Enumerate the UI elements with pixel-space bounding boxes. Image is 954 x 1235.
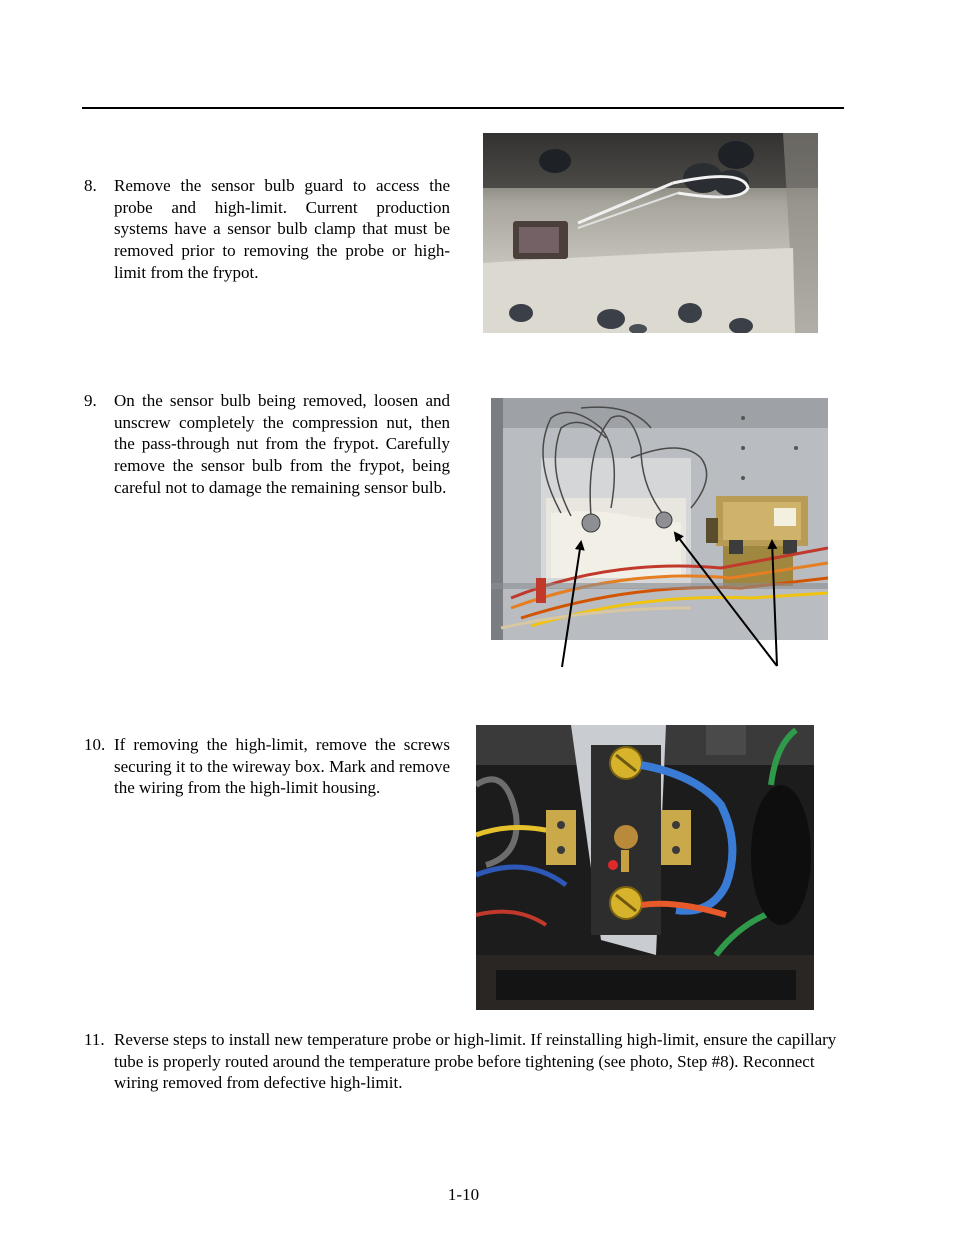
- step-text: If removing the high-limit, remove the screws securing it to the wireway box. Mark and remove the wiring from the high-limit housing.: [114, 735, 450, 798]
- step-number: 8.: [84, 176, 97, 195]
- photo-high-limit-housing: [476, 725, 814, 1010]
- step-text: Reverse steps to install new temperature probe or high-limit. If reinstalling high-limit, ensure the capillary tube is properly routed around the temperature probe before tightening (see photo, Step #8). Reconnect wiring removed from defective high-limit.: [114, 1030, 837, 1093]
- step-text: Remove the sensor bulb guard to access the probe and high-limit. Current production systems have a sensor bulb clamp that must be removed prior to removing the probe or high-limit from the frypot.: [114, 176, 450, 282]
- page-number: 1-10: [447, 1185, 480, 1204]
- step-number: 10.: [84, 735, 106, 754]
- step-number: 11.: [84, 1030, 105, 1049]
- step-number: 9.: [84, 391, 97, 410]
- step-text: On the sensor bulb being removed, loosen and unscrew completely the compression nut, then the pass-through nut from the frypot. Carefully remove the sensor bulb from the frypot, being careful not to damage the remaining sensor bulb.: [114, 391, 450, 497]
